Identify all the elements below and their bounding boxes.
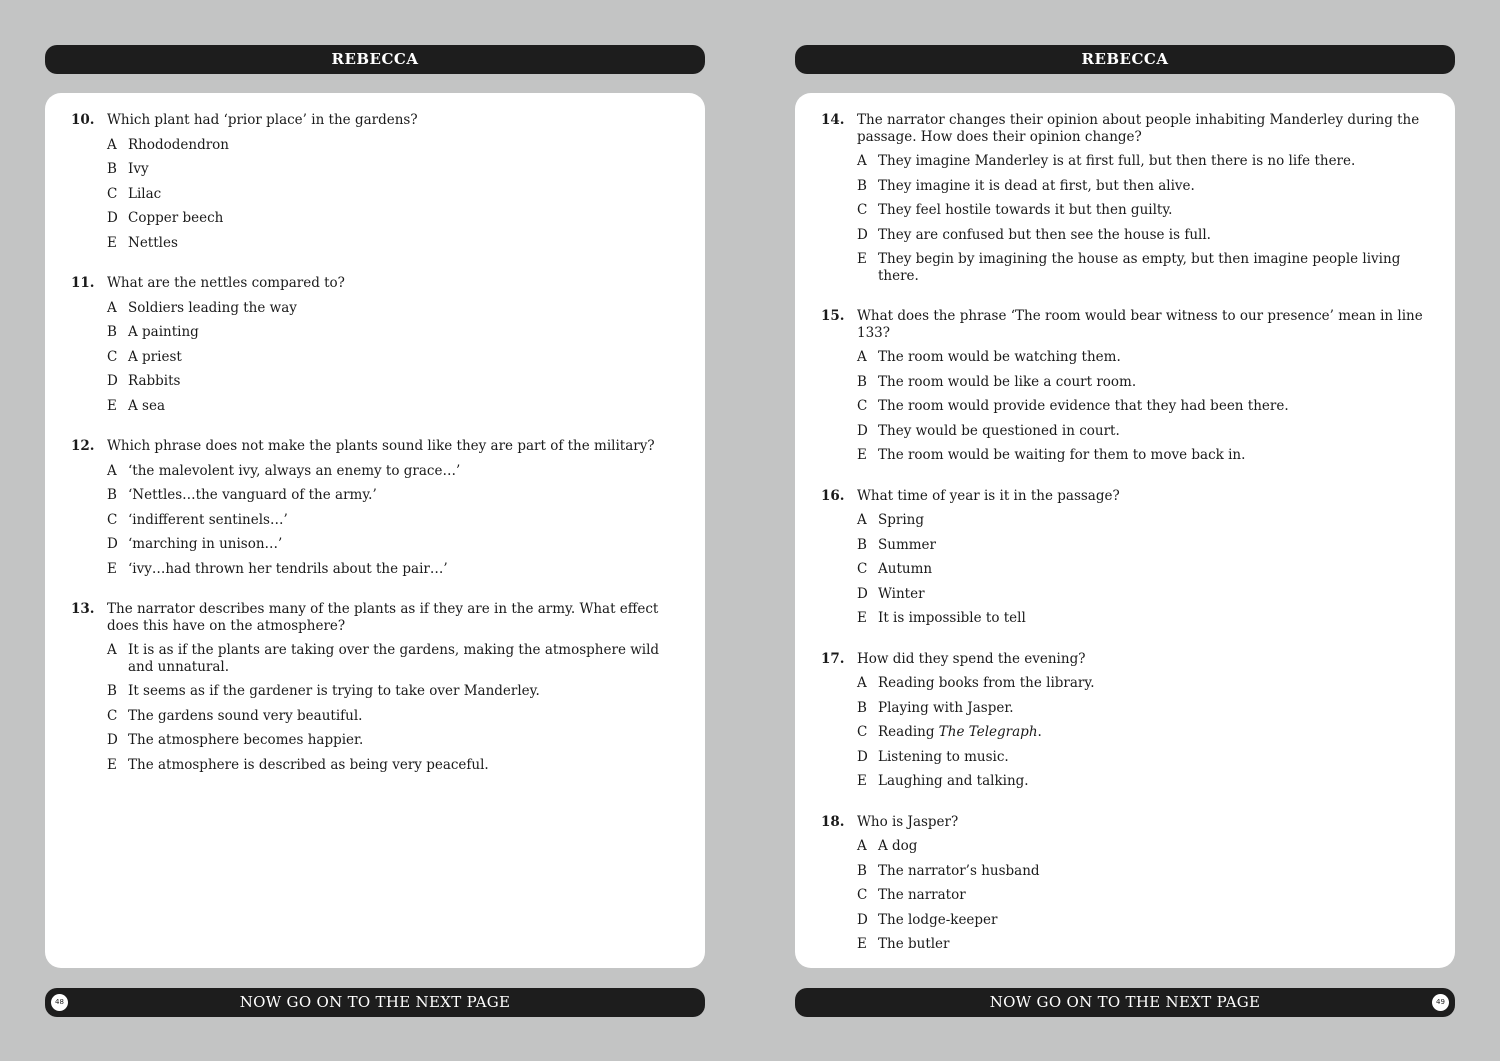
- option-text: [878, 936, 1431, 953]
- question-item: [821, 814, 1431, 953]
- page-header: REBECCA: [795, 45, 1455, 74]
- answer-option: [857, 887, 1431, 904]
- answer-options: [821, 512, 1431, 627]
- answer-option: [857, 178, 1431, 195]
- option-letter: A: [107, 462, 117, 479]
- option-letter: D: [857, 911, 868, 928]
- option-text-main: Copper beech: [128, 210, 224, 226]
- question-number: 14.: [821, 112, 845, 128]
- question-text: The narrator changes their opinion about people inhabiting Manderley during the passage. How does their opinion change?: [857, 112, 1420, 145]
- option-letter: C: [857, 887, 868, 903]
- option-text: [128, 732, 681, 749]
- answer-option: [857, 561, 1431, 578]
- question-item: [821, 112, 1431, 284]
- option-letter: B: [107, 161, 117, 177]
- answer-options: [71, 137, 681, 252]
- option-text-main: A dog: [878, 838, 918, 854]
- option-text-main: The atmosphere becomes happier.: [128, 732, 364, 748]
- page-number: 48: [51, 994, 68, 1011]
- option-text: [878, 202, 1431, 219]
- option-text: [878, 586, 1431, 603]
- question-number: 12.: [71, 438, 95, 454]
- question-text: Which plant had ‘prior place’ in the gardens?: [107, 112, 418, 128]
- option-text: [128, 324, 681, 341]
- question-text: Which phrase does not make the plants sound like they are part of the military?: [107, 438, 655, 454]
- option-text: [878, 887, 1431, 904]
- option-text-main: They begin by imagining the house as empty, but then imagine people living there.: [878, 251, 1401, 284]
- question-text: How did they spend the evening?: [857, 650, 1086, 667]
- option-text-main: The lodge-keeper: [878, 911, 998, 928]
- option-text: [878, 749, 1431, 766]
- answer-option: [857, 202, 1431, 219]
- option-text: [878, 349, 1431, 366]
- option-letter: A: [857, 349, 867, 365]
- option-letter: B: [857, 177, 867, 194]
- option-text-main: The room would be waiting for them to move back in.: [878, 447, 1246, 463]
- question-item: [71, 438, 681, 577]
- answer-option: [857, 423, 1431, 440]
- answer-options: [71, 300, 681, 415]
- option-letter: A: [857, 675, 867, 691]
- option-letter: E: [857, 936, 867, 952]
- question-text: The narrator describes many of the plants as if they are in the army. What effect does this have on the atmosphere?: [107, 601, 659, 634]
- answer-options: [71, 463, 681, 578]
- option-letter: E: [857, 610, 867, 626]
- option-text-main: The butler: [878, 936, 950, 952]
- option-text-suffix: .: [1037, 724, 1042, 740]
- option-text: [878, 675, 1431, 692]
- answer-option: [857, 374, 1431, 391]
- option-letter: E: [107, 397, 117, 414]
- option-text-main: Summer: [878, 536, 936, 553]
- option-letter: A: [857, 838, 867, 854]
- option-text: [878, 863, 1431, 880]
- option-letter: D: [107, 732, 118, 748]
- answer-option: [107, 708, 681, 725]
- option-letter: D: [857, 226, 868, 243]
- option-letter: C: [857, 724, 868, 740]
- answer-option: [107, 210, 681, 227]
- answer-option: [107, 536, 681, 553]
- option-text-main: It is impossible to tell: [878, 610, 1026, 626]
- answer-option: [857, 251, 1431, 284]
- option-text-main: They imagine it is dead at first, but then alive.: [878, 177, 1195, 194]
- question-item: [71, 275, 681, 414]
- answer-option: [107, 235, 681, 252]
- answer-option: [857, 912, 1431, 929]
- answer-option: [107, 324, 681, 341]
- option-text-main: Spring: [878, 512, 924, 528]
- question-item: [71, 112, 681, 251]
- answer-option: [107, 487, 681, 504]
- answer-option: [107, 463, 681, 480]
- option-text-main: It seems as if the gardener is trying to take over Manderley.: [128, 683, 540, 699]
- option-letter: C: [857, 561, 868, 577]
- question-item: [821, 651, 1431, 790]
- option-letter: B: [107, 324, 117, 340]
- answer-option: [857, 586, 1431, 603]
- question-text: What does the phrase ‘The room would bear witness to our presence’ mean in line 133?: [857, 308, 1423, 341]
- option-letter: E: [107, 234, 117, 251]
- option-text: [128, 683, 681, 700]
- option-text-main: Laughing and talking.: [878, 773, 1029, 789]
- answer-option: [857, 447, 1431, 464]
- question-head: [821, 814, 1431, 831]
- option-text: [128, 161, 681, 178]
- question-number: 13.: [71, 601, 95, 617]
- option-letter: E: [857, 447, 867, 463]
- option-text-main: ‘indifferent sentinels…’: [128, 511, 288, 528]
- option-text-main: Listening to music.: [878, 748, 1009, 765]
- answer-option: [857, 749, 1431, 766]
- option-text-main: The atmosphere is described as being very peaceful.: [128, 756, 489, 773]
- answer-option: [857, 675, 1431, 692]
- answer-options: [821, 349, 1431, 464]
- option-text: [878, 178, 1431, 195]
- option-letter: E: [107, 560, 117, 577]
- answer-option: [107, 161, 681, 178]
- option-text-main: ‘Nettles…the vanguard of the army.’: [128, 487, 377, 503]
- question-panel: [45, 93, 705, 968]
- option-letter: D: [107, 210, 118, 226]
- option-letter: B: [857, 699, 867, 716]
- answer-option: [107, 137, 681, 154]
- option-text: [128, 210, 681, 227]
- question-head: [821, 112, 1431, 145]
- answer-option: [857, 773, 1431, 790]
- option-text-main: Nettles: [128, 234, 178, 251]
- option-text-main: They would be questioned in court.: [878, 422, 1120, 439]
- option-text: [128, 536, 681, 553]
- option-text: [878, 398, 1431, 415]
- answer-option: [857, 863, 1431, 880]
- option-text-main: The narrator’s husband: [878, 862, 1040, 879]
- option-text-main: Autumn: [878, 561, 933, 577]
- answer-option: [857, 349, 1431, 366]
- page-footer: [795, 988, 1455, 1017]
- question-number: 11.: [71, 275, 95, 291]
- option-text: [878, 374, 1431, 391]
- option-text: [128, 235, 681, 252]
- option-text: [878, 724, 1431, 741]
- option-letter: E: [857, 773, 867, 789]
- answer-option: [107, 349, 681, 366]
- question-head: [71, 275, 681, 292]
- answer-options: [821, 153, 1431, 284]
- answer-option: [857, 700, 1431, 717]
- option-text-main: A painting: [128, 324, 199, 340]
- option-letter: C: [107, 348, 118, 365]
- option-text: [878, 912, 1431, 929]
- answer-option: [857, 153, 1431, 170]
- question-list: [71, 112, 681, 797]
- left-page: [45, 0, 705, 1061]
- option-text: [878, 227, 1431, 244]
- option-text: [878, 153, 1431, 170]
- option-letter: B: [107, 683, 117, 699]
- question-head: [71, 601, 681, 634]
- answer-option: [107, 398, 681, 415]
- option-text-main: The gardens sound very beautiful.: [128, 707, 363, 724]
- option-letter: C: [857, 398, 868, 414]
- option-text: [128, 137, 681, 154]
- option-letter: C: [857, 202, 868, 218]
- option-text-main: Rhododendron: [128, 136, 229, 153]
- option-text: [128, 757, 681, 774]
- option-letter: E: [857, 251, 867, 267]
- option-text-main: Rabbits: [128, 373, 181, 389]
- answer-option: [857, 838, 1431, 855]
- option-text-main: Soldiers leading the way: [128, 299, 297, 316]
- answer-option: [857, 724, 1431, 741]
- option-text-main: They are confused but then see the house is full.: [878, 226, 1211, 243]
- option-letter: B: [107, 487, 117, 503]
- option-letter: C: [107, 185, 118, 202]
- option-text-main: Ivy: [128, 161, 149, 177]
- option-text-main: Reading books from the library.: [878, 675, 1095, 691]
- option-text-italic: The Telegraph: [938, 724, 1038, 740]
- answer-option: [857, 537, 1431, 554]
- question-item: [821, 488, 1431, 627]
- option-letter: D: [857, 422, 868, 439]
- question-item: [71, 601, 681, 773]
- option-letter: A: [107, 642, 117, 658]
- option-text-main: ‘ivy…had thrown her tendrils about the pair…’: [128, 560, 448, 577]
- option-text: [878, 561, 1431, 578]
- question-head: [821, 488, 1431, 505]
- answer-options: [821, 838, 1431, 953]
- option-letter: A: [857, 512, 867, 528]
- page-footer: [45, 988, 705, 1017]
- option-text-main: The narrator: [878, 887, 966, 903]
- question-head: [821, 308, 1431, 341]
- option-text-main: It is as if the plants are taking over the gardens, making the atmosphere wild and unnatural.: [128, 642, 660, 675]
- question-number: 16.: [821, 487, 845, 504]
- option-letter: D: [107, 373, 118, 389]
- option-text: [878, 537, 1431, 554]
- option-letter: D: [107, 536, 118, 552]
- answer-options: [821, 675, 1431, 790]
- option-text: [128, 708, 681, 725]
- option-text-main: They feel hostile towards it but then guilty.: [878, 202, 1173, 218]
- option-letter: B: [857, 536, 867, 553]
- option-text: [878, 700, 1431, 717]
- answer-option: [107, 561, 681, 578]
- option-text-main: The room would be watching them.: [878, 349, 1121, 365]
- answer-option: [107, 732, 681, 749]
- option-text: [878, 251, 1431, 284]
- question-text: Who is Jasper?: [857, 813, 959, 830]
- answer-option: [107, 300, 681, 317]
- page-header: REBECCA: [45, 45, 705, 74]
- option-text: [128, 186, 681, 203]
- option-text-main: ‘marching in unison…’: [128, 536, 283, 552]
- option-text: [128, 487, 681, 504]
- answer-option: [107, 512, 681, 529]
- answer-option: [107, 683, 681, 700]
- option-letter: D: [857, 585, 868, 602]
- question-head: [71, 112, 681, 129]
- option-letter: A: [857, 153, 867, 169]
- answer-option: [857, 512, 1431, 529]
- answer-option: [107, 642, 681, 675]
- answer-option: [857, 398, 1431, 415]
- option-text-main: The room would be like a court room.: [878, 373, 1137, 390]
- option-text-main: Winter: [878, 585, 925, 602]
- answer-options: [71, 642, 681, 773]
- question-number: 18.: [821, 813, 845, 830]
- footer-text: NOW GO ON TO THE NEXT PAGE: [989, 993, 1261, 1011]
- option-letter: C: [107, 511, 118, 528]
- option-text: [128, 561, 681, 578]
- option-text: [128, 398, 681, 415]
- option-text: [878, 838, 1431, 855]
- option-text: [878, 610, 1431, 627]
- option-letter: B: [857, 373, 867, 390]
- answer-option: [107, 186, 681, 203]
- option-letter: B: [857, 862, 867, 879]
- option-text-main: They imagine Manderley is at first full, but then there is no life there.: [878, 153, 1356, 169]
- answer-option: [857, 936, 1431, 953]
- page-number: 49: [1432, 994, 1449, 1011]
- option-text: [128, 642, 681, 675]
- option-text: [128, 373, 681, 390]
- option-text: [128, 349, 681, 366]
- option-letter: A: [107, 136, 117, 153]
- question-number: 17.: [821, 650, 845, 667]
- question-list: [821, 112, 1431, 977]
- option-letter: D: [857, 748, 868, 765]
- option-text: [878, 512, 1431, 529]
- option-letter: C: [107, 707, 118, 724]
- option-text: [128, 512, 681, 529]
- answer-option: [857, 610, 1431, 627]
- option-text-main: A priest: [128, 348, 182, 365]
- question-number: 10.: [71, 112, 95, 128]
- question-text: What are the nettles compared to?: [107, 275, 345, 291]
- option-text: [878, 447, 1431, 464]
- option-text: [878, 423, 1431, 440]
- option-text-main: Playing with Jasper.: [878, 699, 1014, 716]
- answer-option: [857, 227, 1431, 244]
- question-head: [71, 438, 681, 455]
- answer-option: [107, 757, 681, 774]
- option-text: [128, 300, 681, 317]
- answer-option: [107, 373, 681, 390]
- option-letter: E: [107, 756, 117, 773]
- footer-text: NOW GO ON TO THE NEXT PAGE: [239, 993, 511, 1011]
- option-text-main: ‘the malevolent ivy, always an enemy to grace…’: [128, 462, 461, 479]
- option-text-main: The room would provide evidence that they had been there.: [878, 398, 1289, 414]
- option-text-main: A sea: [128, 397, 166, 414]
- question-item: [821, 308, 1431, 464]
- option-letter: A: [107, 299, 117, 316]
- option-text-main: Reading: [878, 724, 939, 740]
- right-page: [795, 0, 1455, 1061]
- question-text: What time of year is it in the passage?: [857, 487, 1120, 504]
- option-text: [878, 773, 1431, 790]
- question-panel: [795, 93, 1455, 968]
- option-text: [128, 463, 681, 480]
- question-number: 15.: [821, 308, 845, 324]
- question-head: [821, 651, 1431, 668]
- option-text-main: Lilac: [128, 185, 162, 202]
